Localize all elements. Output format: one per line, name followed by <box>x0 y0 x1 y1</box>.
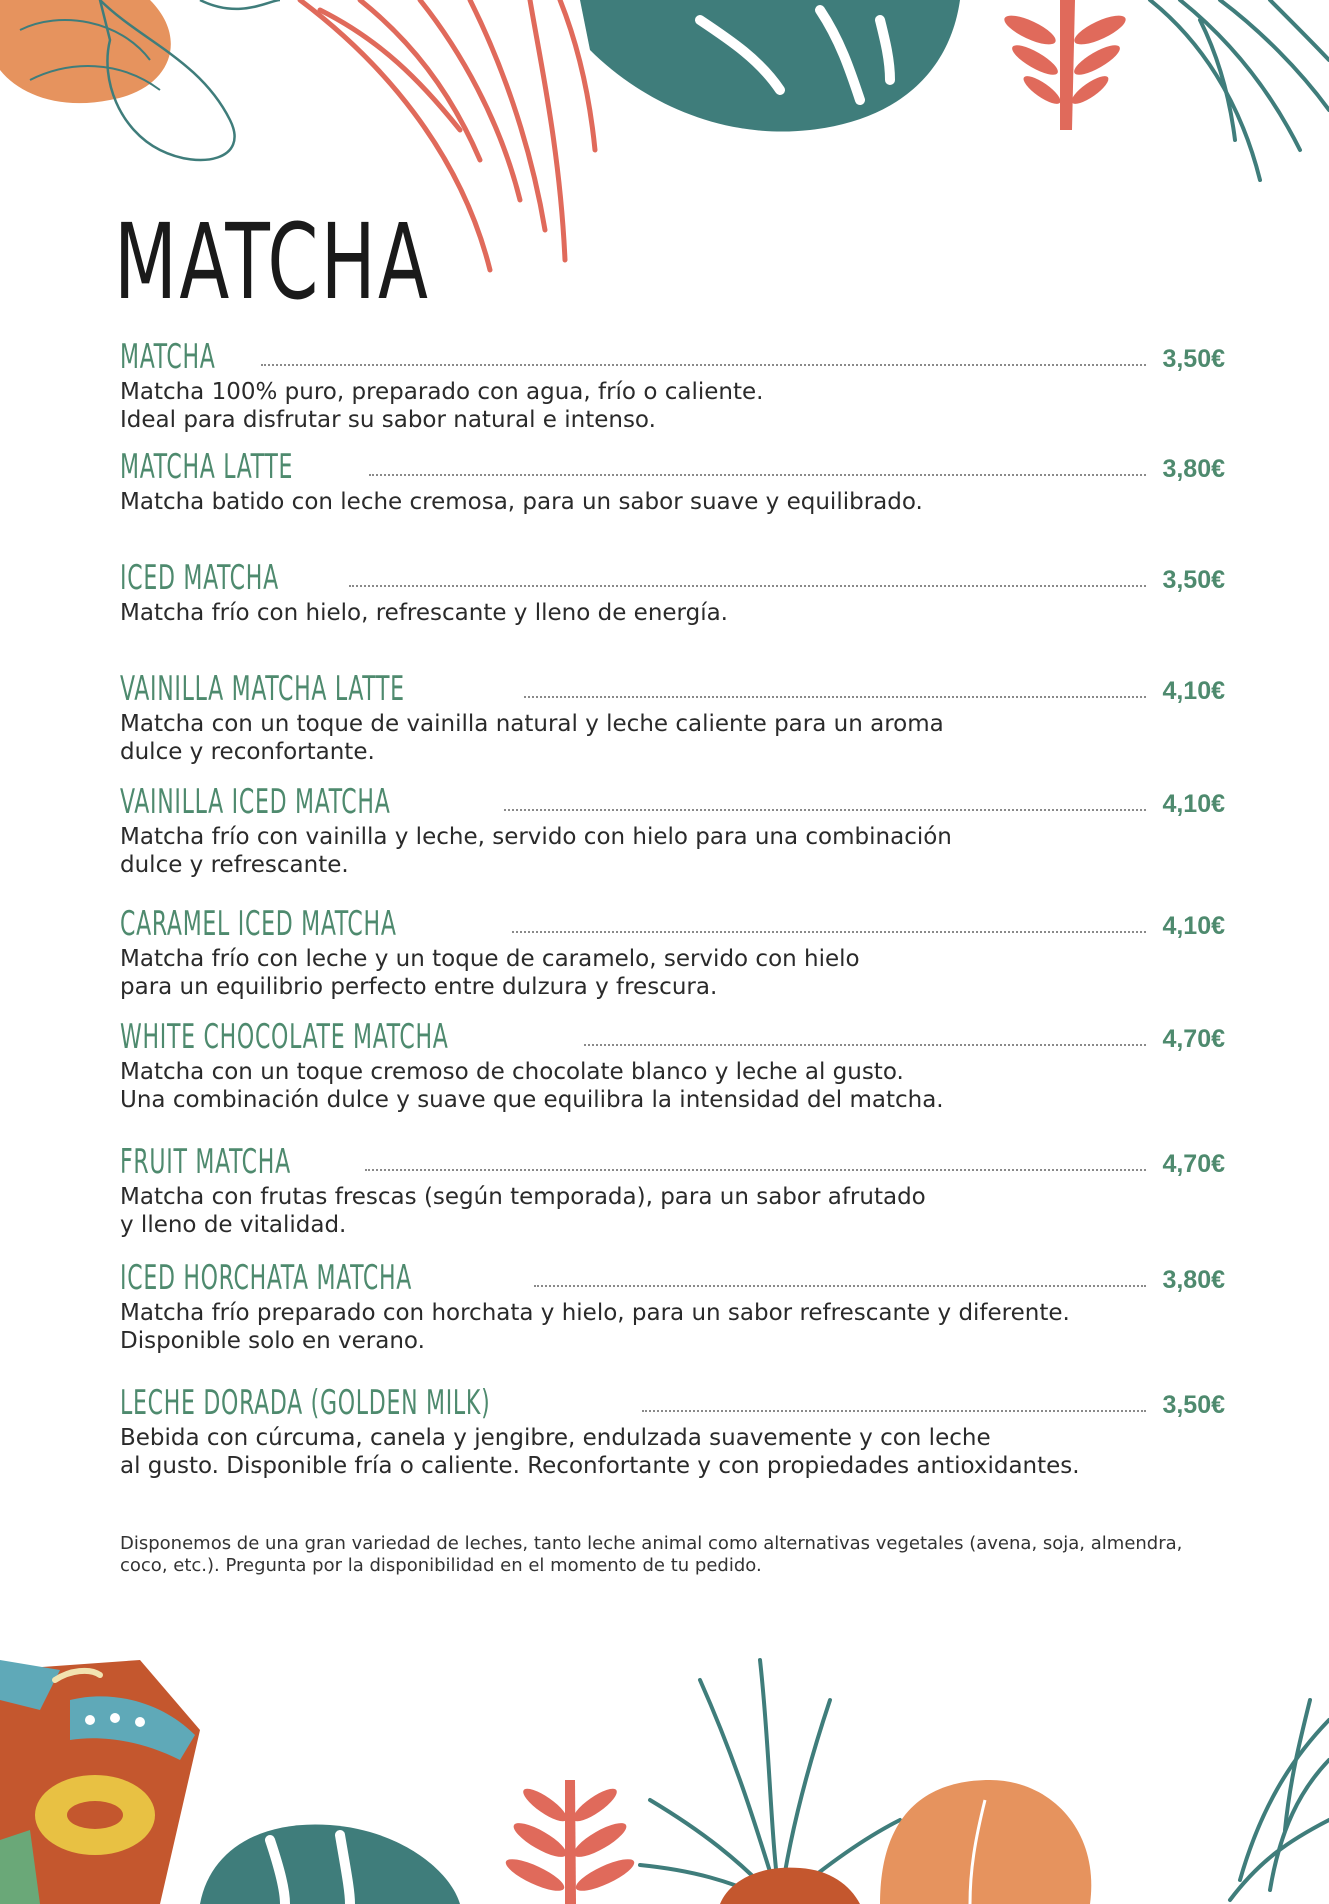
monstera-leaf-icon <box>0 0 280 160</box>
dotted-leader <box>369 474 1147 476</box>
item-name: MATCHA LATTE <box>120 447 294 487</box>
dotted-leader <box>534 1285 1147 1287</box>
item-price: 4,10€ <box>1162 677 1225 705</box>
item-description: Matcha con un toque cremoso de chocolate blanco y leche al gusto. Una combinación dulce y suave que equilibra la intensidad del matcha. <box>120 1059 944 1113</box>
item-description: Matcha frío con leche y un toque de caramelo, servido con hielo para un equilibrio perfecto entre dulzura y frescura. <box>120 946 860 1000</box>
palm-frond-icon <box>1230 1700 1329 1900</box>
item-description: Matcha frío con hielo, refrescante y lleno de energía. <box>120 600 728 626</box>
palm-frond-icon <box>1150 0 1329 180</box>
fern-leaf-icon <box>1001 0 1129 130</box>
item-price: 3,80€ <box>1162 1266 1225 1294</box>
item-name: VAINILLA MATCHA LATTE <box>120 669 405 709</box>
item-name: WHITE CHOCOLATE MATCHA <box>120 1017 449 1057</box>
monstera-leaf-icon <box>580 0 960 132</box>
item-description: Matcha con un toque de vainilla natural y leche caliente para un aroma dulce y reconfortante. <box>120 711 944 765</box>
dotted-leader <box>365 1169 1146 1171</box>
menu-item <box>120 775 1225 879</box>
dotted-leader <box>642 1410 1146 1412</box>
item-name: MATCHA <box>120 337 216 377</box>
page-title: MATCHA <box>114 201 431 323</box>
dotted-leader <box>504 809 1147 811</box>
palm-frond-icon <box>640 1660 900 1904</box>
dotted-leader <box>524 696 1147 698</box>
item-description: Matcha frío con vainilla y leche, servido con hielo para una combinación dulce y refrescante. <box>120 824 952 878</box>
item-name: ICED MATCHA <box>120 558 279 598</box>
item-price: 3,50€ <box>1162 345 1225 373</box>
menu-item <box>120 330 1225 434</box>
item-price: 4,10€ <box>1162 912 1225 940</box>
item-price: 3,50€ <box>1162 566 1225 594</box>
dotted-leader <box>512 931 1146 933</box>
item-description: Matcha frío preparado con horchata y hielo, para un sabor refrescante y diferente. Disponible solo en verano. <box>120 1300 1070 1354</box>
menu-item <box>120 1376 1225 1480</box>
item-price: 3,80€ <box>1162 455 1225 483</box>
item-name: ICED HORCHATA MATCHA <box>120 1258 413 1298</box>
dotted-leader <box>584 1044 1146 1046</box>
menu-item <box>120 1135 1225 1239</box>
fern-leaf-icon <box>502 1780 638 1904</box>
item-price: 4,10€ <box>1162 790 1225 818</box>
menu-item <box>120 1251 1225 1355</box>
item-price: 4,70€ <box>1162 1025 1225 1053</box>
bottom-foliage-decoration <box>0 1640 1329 1904</box>
item-name: CARAMEL ICED MATCHA <box>120 904 397 944</box>
tiki-mask-icon <box>0 1660 200 1904</box>
menu-item <box>120 440 1225 516</box>
item-description: Bebida con cúrcuma, canela y jengibre, endulzada suavemente y con leche al gusto. Disponible fría o caliente. Reconfortante y con propiedades antioxidantes. <box>120 1425 1080 1479</box>
menu-item <box>120 897 1225 1001</box>
dotted-leader <box>349 585 1147 587</box>
menu-item <box>120 662 1225 766</box>
item-description: Matcha con frutas frescas (según temporada), para un sabor afrutado y lleno de vitalidad. <box>120 1184 926 1238</box>
milk-options-note: Disponemos de una gran variedad de leches, tanto leche animal como alternativas vegetales (avena, soja, almendra, coco, etc.). Pregunta por la disponibilidad en el momento de tu pedido. <box>120 1533 1183 1576</box>
dotted-leader <box>261 364 1147 366</box>
item-description: Matcha batido con leche cremosa, para un sabor suave y equilibrado. <box>120 489 923 515</box>
item-name: FRUIT MATCHA <box>120 1142 291 1182</box>
item-name: VAINILLA ICED MATCHA <box>120 782 391 822</box>
menu-item <box>120 551 1225 627</box>
item-price: 3,50€ <box>1162 1391 1225 1419</box>
item-price: 4,70€ <box>1162 1150 1225 1178</box>
monstera-leaf-icon <box>200 1824 460 1904</box>
item-description: Matcha 100% puro, preparado con agua, frío o caliente. Ideal para disfrutar su sabor natural e intenso. <box>120 379 764 433</box>
menu-item <box>120 1010 1225 1114</box>
item-name: LECHE DORADA (GOLDEN MILK) <box>120 1383 491 1423</box>
